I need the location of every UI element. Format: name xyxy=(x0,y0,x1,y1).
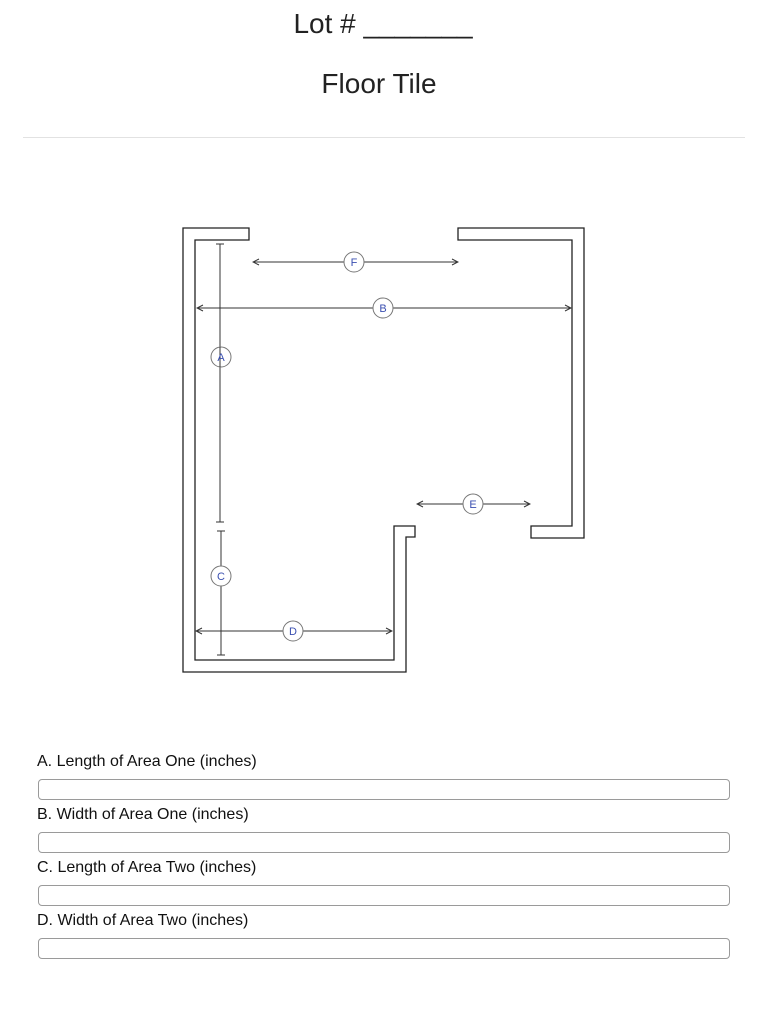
dimension-line-a xyxy=(216,244,224,522)
dimension-label-d: D xyxy=(289,626,297,638)
dimension-badge-b xyxy=(373,298,393,318)
dimension-label-f: F xyxy=(350,257,358,269)
field-label-length-area-one: A. Length of Area One (inches) xyxy=(37,753,257,770)
dimension-label-c: C xyxy=(217,571,225,583)
dimension-badge-a xyxy=(211,347,231,367)
field-label-length-area-two: C. Length of Area Two (inches) xyxy=(37,859,257,876)
width-area-two-input[interactable] xyxy=(38,938,730,959)
dimension-line-c xyxy=(217,531,225,655)
dimension-badge-f xyxy=(344,252,364,272)
field-label-width-area-one: B. Width of Area One (inches) xyxy=(37,806,249,823)
dimension-label-b: B xyxy=(379,303,387,315)
dimension-label-a: A xyxy=(217,352,225,364)
dimension-badge-e xyxy=(463,494,483,514)
field-label-width-area-two: D. Width of Area Two (inches) xyxy=(37,912,249,929)
floor-plan-walls xyxy=(183,228,584,672)
width-area-one-input[interactable] xyxy=(38,832,730,853)
dimension-badge-d xyxy=(283,621,303,641)
page-title: Floor Tile xyxy=(321,68,437,99)
lot-number-title: Lot # _______ xyxy=(293,8,473,39)
length-area-two-input[interactable] xyxy=(38,885,730,906)
dimension-badge-c xyxy=(211,566,231,586)
length-area-one-input[interactable] xyxy=(38,779,730,800)
dimension-label-e: E xyxy=(469,499,477,511)
